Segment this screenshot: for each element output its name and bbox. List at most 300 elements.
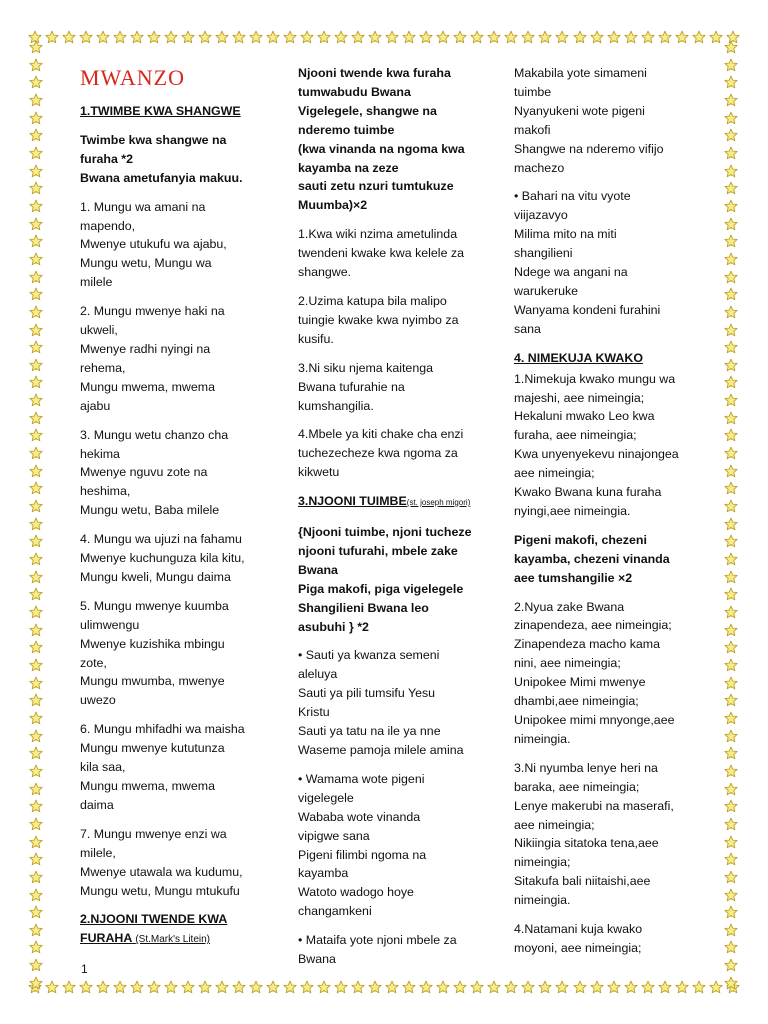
star-icon: [555, 980, 569, 994]
star-icon: [29, 234, 43, 248]
star-icon: [317, 980, 331, 994]
star-icon: [29, 217, 43, 231]
lyric-line: viijazavyo: [514, 208, 568, 223]
star-icon: [29, 835, 43, 849]
star-icon: [29, 287, 43, 301]
star-icon: [724, 128, 738, 142]
star-icon: [724, 905, 738, 919]
star-icon: [724, 499, 738, 513]
star-icon: [29, 534, 43, 548]
star-icon: [724, 40, 738, 54]
lyric-line: Piga makofi, piga vigelegele: [298, 581, 464, 596]
lyric-line: mapendo,: [80, 218, 136, 233]
star-icon: [724, 287, 738, 301]
star-icon: [29, 799, 43, 813]
star-icon: [521, 30, 535, 44]
star-icon: [29, 764, 43, 778]
lyric-line: hekima: [80, 446, 120, 461]
lyric-line: Sauti ya tatu na ile ya nne: [298, 724, 441, 739]
lyric-line: asubuhi } *2: [298, 619, 369, 634]
song-4-verse-1: [514, 370, 704, 521]
verse: [298, 770, 488, 921]
lyric-line: milele,: [80, 845, 116, 860]
star-icon: [724, 870, 738, 884]
lyric-line: dhambi,aee nimeingia;: [514, 694, 639, 709]
lyric-line: Pigeni filimbi ngoma na: [298, 847, 427, 862]
star-icon: [402, 30, 416, 44]
star-icon: [29, 870, 43, 884]
lyric-line: Pigeni makofi, chezeni: [514, 532, 647, 547]
star-icon: [436, 30, 450, 44]
lyric-line: machezo: [514, 160, 565, 175]
lyric-line: Nikiingia sitatoka tena,aee: [514, 836, 659, 851]
star-icon: [724, 464, 738, 478]
lyric-line: daima: [80, 797, 114, 812]
lyric-line: baraka, aee nimeingia;: [514, 779, 640, 794]
star-icon: [724, 75, 738, 89]
lyric-line: 6. Mungu mhifadhi wa maisha: [80, 722, 245, 737]
star-icon: [29, 782, 43, 796]
star-icon: [113, 30, 127, 44]
star-icon: [29, 181, 43, 195]
lyric-line: Wanyama kondeni furahini: [514, 302, 661, 317]
star-icon: [607, 30, 621, 44]
star-icon: [555, 30, 569, 44]
star-icon: [538, 30, 552, 44]
star-icon: [181, 980, 195, 994]
verse: [80, 825, 270, 901]
lyric-line: 3.Ni nyumba lenye heri na: [514, 760, 658, 775]
lyric-line: {Njooni tuimbe, njoni tucheze: [298, 525, 472, 540]
star-icon: [266, 30, 280, 44]
lyric-line: kusifu.: [298, 331, 334, 346]
star-icon: [709, 980, 723, 994]
star-icon: [724, 764, 738, 778]
lyric-line: • Bahari na vitu vyote: [514, 189, 631, 204]
lyric-line: 4.Natamani kuja kwako: [514, 922, 643, 937]
song-4-verses: [514, 598, 704, 958]
song-2-heading: [80, 910, 270, 950]
lyric-line: tuingie kwake kwa nyimbo za: [298, 312, 459, 327]
star-icon: [724, 623, 738, 637]
star-icon: [29, 323, 43, 337]
verse: [80, 720, 270, 815]
lyric-line: Unipokee Mimi mwenye: [514, 675, 646, 690]
lyric-line: rehema,: [80, 360, 126, 375]
lyric-line: • Sauti ya kwanza semeni: [298, 648, 440, 663]
star-icon: [724, 605, 738, 619]
star-icon: [29, 729, 43, 743]
star-icon: [675, 30, 689, 44]
star-icon: [317, 30, 331, 44]
star-icon: [692, 30, 706, 44]
lyric-line: Njooni twende kwa furaha: [298, 66, 451, 80]
star-icon: [724, 817, 738, 831]
star-icon: [147, 980, 161, 994]
lyric-line: Mungu mwema, mwema: [80, 779, 215, 793]
star-icon: [692, 980, 706, 994]
star-icon: [96, 980, 110, 994]
star-icon: [62, 30, 76, 44]
lyric-line: kumshangilia.: [298, 398, 374, 413]
star-icon: [573, 980, 587, 994]
star-icon: [724, 234, 738, 248]
lyric-line: 1. Mungu wa amani na: [80, 199, 206, 214]
lyric-line: tuimbe: [514, 84, 552, 99]
lyric-line: 3.Ni siku njema kaitenga: [298, 360, 433, 375]
star-icon: [29, 888, 43, 902]
verse: [514, 920, 704, 958]
verse: [298, 225, 488, 282]
star-icon: [724, 340, 738, 354]
song-3-heading-text: 3.NJOONI TUIMBE: [298, 494, 407, 509]
star-icon: [724, 940, 738, 954]
star-icon: [300, 980, 314, 994]
verse: [80, 426, 270, 521]
star-icon: [724, 164, 738, 178]
star-icon: [29, 58, 43, 72]
lyric-line: moyoni, aee nimeingia;: [514, 940, 642, 955]
star-icon: [181, 30, 195, 44]
lyric-line: Twimbe kwa shangwe na: [80, 132, 227, 147]
lyric-line: 1.Kwa wiki nzima ametulinda: [298, 227, 458, 242]
star-icon: [29, 40, 43, 54]
star-icon: [368, 30, 382, 44]
lyric-line: 2.Nyua zake Bwana: [514, 599, 625, 614]
star-icon: [29, 305, 43, 319]
lyric-line: aee nimeingia;: [514, 817, 595, 832]
star-icon: [724, 252, 738, 266]
lyric-line: tuchezecheze kwa ngoma za: [298, 446, 458, 461]
lyric-line: Mwenye utukufu wa ajabu,: [80, 237, 227, 252]
star-icon: [724, 640, 738, 654]
lyric-line: Lenye makerubi na maserafi,: [514, 798, 674, 813]
song-1-chorus: [80, 131, 270, 188]
lyric-line: nimeingia.: [514, 893, 571, 908]
lyric-line: njooni tufurahi, mbele zake: [298, 543, 458, 558]
lyric-line: ukweli,: [80, 323, 118, 338]
verse: [298, 359, 488, 416]
lyric-line: Mungu wetu, Baba milele: [80, 503, 220, 518]
lyric-line: 3. Mungu wetu chanzo cha: [80, 427, 229, 442]
lyric-line: warukeruke: [514, 283, 579, 298]
star-icon: [658, 30, 672, 44]
star-icon: [724, 711, 738, 725]
verse: [298, 292, 488, 349]
star-icon: [724, 693, 738, 707]
star-icon: [29, 517, 43, 531]
star-icon: [45, 980, 59, 994]
star-icon: [724, 835, 738, 849]
lyric-line: aleluya: [298, 667, 338, 682]
verse: [298, 646, 488, 759]
star-border-top: [28, 26, 740, 48]
song-2-heading-line-2: FURAHA: [80, 931, 132, 946]
star-icon: [724, 976, 738, 990]
star-icon: [590, 30, 604, 44]
star-icon: [724, 217, 738, 231]
lyric-line: shangwe.: [298, 265, 352, 280]
lyric-line: sauti zetu nzuri tumtukuze: [298, 179, 454, 194]
lyric-line: nimeingia.: [514, 731, 571, 746]
star-border-left: [27, 40, 45, 990]
star-icon: [504, 980, 518, 994]
star-icon: [29, 693, 43, 707]
song-2-verses: [298, 225, 488, 482]
star-icon: [215, 980, 229, 994]
star-icon: [724, 323, 738, 337]
star-icon: [724, 729, 738, 743]
star-icon: [232, 980, 246, 994]
lyric-line: Kwako Bwana kuna furaha: [514, 485, 662, 500]
star-icon: [334, 30, 348, 44]
lyric-line: Kwa unyenyekevu ninajongea: [514, 447, 679, 462]
lyric-line: kayamba na zeze: [298, 160, 399, 175]
verse: [80, 302, 270, 415]
star-icon: [198, 30, 212, 44]
lyric-line: Bwana ametufanyia makuu.: [80, 170, 243, 185]
lyric-line: vipigwe sana: [298, 828, 370, 843]
star-icon: [232, 30, 246, 44]
star-icon: [724, 958, 738, 972]
star-icon: [29, 817, 43, 831]
lyric-line: Ndege wa angani na: [514, 265, 628, 280]
lyric-line: uwezo: [80, 693, 116, 708]
lyric-line: Mungu wetu, Mungu wa: [80, 256, 212, 271]
star-icon: [130, 980, 144, 994]
lyric-line: zote,: [80, 655, 107, 670]
star-icon: [724, 676, 738, 690]
column-2: [298, 64, 488, 979]
lyric-line: nderemo tuimbe: [298, 122, 395, 137]
song-2-credit: (St.Mark's Litein): [135, 934, 211, 946]
star-icon: [724, 58, 738, 72]
lyric-line: tumwabudu Bwana: [298, 84, 411, 99]
song-3-verses-continued: [514, 64, 704, 339]
star-icon: [29, 252, 43, 266]
verse: [298, 425, 488, 482]
song-4-chorus: [514, 531, 704, 588]
star-icon: [624, 30, 638, 44]
star-icon: [724, 146, 738, 160]
lyric-line: vigelegele: [298, 790, 354, 805]
star-icon: [724, 428, 738, 442]
star-icon: [573, 30, 587, 44]
star-icon: [283, 980, 297, 994]
lyric-line: ulimwengu: [80, 617, 140, 632]
lyric-line: twendeni kwake kwa kelele za: [298, 246, 464, 261]
page-number: 1: [81, 962, 88, 976]
star-icon: [79, 980, 93, 994]
star-icon: [29, 393, 43, 407]
column-1: [80, 64, 270, 950]
song-3-credit: (st. joseph migori): [406, 498, 471, 508]
star-icon: [675, 980, 689, 994]
star-icon: [29, 464, 43, 478]
lyric-line: Milima mito na miti: [514, 227, 617, 242]
star-icon: [29, 375, 43, 389]
verse: [514, 64, 704, 177]
lyric-line: majeshi, aee nimeingia;: [514, 390, 645, 405]
lyric-line: Sitakufa bali niitaishi,aee: [514, 874, 651, 889]
star-icon: [724, 746, 738, 760]
lyric-line: Makabila yote simameni: [514, 66, 647, 80]
lyric-line: Zinapendeza macho kama: [514, 637, 661, 652]
star-icon: [419, 980, 433, 994]
star-icon: [29, 358, 43, 372]
star-icon: [724, 305, 738, 319]
star-border-bottom: [28, 976, 740, 998]
star-icon: [709, 30, 723, 44]
star-icon: [641, 30, 655, 44]
lyric-line: Mwenye kuchunguza kila kitu,: [80, 551, 245, 566]
star-icon: [521, 980, 535, 994]
lyric-line: 2.Uzima katupa bila malipo: [298, 293, 447, 308]
star-icon: [147, 30, 161, 44]
star-icon: [29, 676, 43, 690]
star-icon: [724, 375, 738, 389]
star-icon: [724, 181, 738, 195]
star-icon: [300, 30, 314, 44]
lyric-line: Mungu wetu, Mungu mtukufu: [80, 883, 240, 898]
star-icon: [29, 340, 43, 354]
star-icon: [724, 270, 738, 284]
verse: [80, 198, 270, 293]
star-icon: [113, 980, 127, 994]
lyric-line: ajabu: [80, 398, 111, 413]
star-icon: [368, 980, 382, 994]
star-icon: [724, 411, 738, 425]
star-icon: [29, 905, 43, 919]
star-icon: [724, 658, 738, 672]
star-icon: [334, 980, 348, 994]
lyric-line: nyingi,aee nimeingia.: [514, 503, 631, 518]
song-1-heading: 1.TWIMBE KWA SHANGWE: [80, 104, 241, 118]
lyric-line: 1.Nimekuja kwako mungu wa: [514, 371, 676, 386]
star-icon: [164, 980, 178, 994]
lyric-line: Mwenye utawala wa kudumu,: [80, 864, 243, 879]
star-icon: [29, 75, 43, 89]
star-border-right: [722, 40, 740, 990]
star-icon: [724, 446, 738, 460]
lyric-line: kayamba: [298, 866, 349, 881]
lyric-line: furaha, aee nimeingia;: [514, 428, 637, 443]
lyric-line: furaha *2: [80, 151, 134, 166]
star-icon: [436, 980, 450, 994]
star-icon: [29, 746, 43, 760]
lyric-line: Mungu kweli, Mungu daima: [80, 569, 231, 584]
lyric-line: aee tumshangilie ×2: [514, 570, 633, 585]
star-icon: [470, 30, 484, 44]
star-icon: [724, 199, 738, 213]
star-icon: [402, 980, 416, 994]
page-title: MWANZO: [80, 65, 185, 90]
star-icon: [96, 30, 110, 44]
star-icon: [724, 534, 738, 548]
star-icon: [624, 980, 638, 994]
lyric-line: 4.Mbele ya kiti chake cha enzi: [298, 427, 464, 442]
lyric-line: sana: [514, 321, 541, 336]
lyric-line: 5. Mungu mwenye kuumba: [80, 598, 229, 613]
lyric-line: Muumba)×2: [298, 198, 368, 213]
star-icon: [385, 30, 399, 44]
lyric-line: aee nimeingia;: [514, 466, 595, 481]
lyric-line: heshima,: [80, 484, 131, 499]
star-icon: [724, 552, 738, 566]
lyric-line: makofi: [514, 122, 551, 137]
lyric-line: • Wamama wote pigeni: [298, 771, 425, 786]
star-icon: [29, 270, 43, 284]
star-icon: [487, 980, 501, 994]
star-icon: [283, 30, 297, 44]
star-icon: [29, 411, 43, 425]
star-icon: [724, 852, 738, 866]
star-icon: [453, 30, 467, 44]
song-3-chorus: [298, 523, 488, 636]
star-icon: [590, 980, 604, 994]
lyric-line: Unipokee mimi mnyonge,aee: [514, 713, 675, 727]
verse: [514, 187, 704, 338]
star-icon: [29, 623, 43, 637]
star-icon: [724, 570, 738, 584]
lyric-line: kila saa,: [80, 760, 126, 775]
star-icon: [453, 980, 467, 994]
lyric-line: Shangilieni Bwana leo: [298, 600, 429, 615]
lyric-line: shangilieni: [514, 246, 573, 261]
lyric-line: Mungu mwenye kututunza: [80, 741, 225, 756]
star-icon: [538, 980, 552, 994]
star-icon: [504, 30, 518, 44]
song-1-verses: [80, 198, 270, 901]
lyric-line: Watoto wadogo hoye: [298, 885, 414, 900]
lyric-line: changamkeni: [298, 904, 372, 919]
star-icon: [29, 552, 43, 566]
lyric-line: Mwenye nguvu zote na: [80, 465, 208, 480]
star-icon: [658, 980, 672, 994]
star-icon: [724, 517, 738, 531]
lyric-line: Wababa wote vinanda: [298, 809, 421, 824]
lyric-line: Hekaluni mwako Leo kwa: [514, 409, 655, 424]
lyric-line: Shangwe na nderemo vifijo: [514, 141, 664, 156]
star-icon: [198, 980, 212, 994]
star-icon: [487, 30, 501, 44]
star-icon: [29, 499, 43, 513]
star-icon: [724, 393, 738, 407]
star-icon: [724, 111, 738, 125]
lyric-line: kikwetu: [298, 465, 340, 480]
verse: [80, 597, 270, 710]
lyric-line: zinapendeza, aee nimeingia;: [514, 618, 672, 633]
star-icon: [130, 30, 144, 44]
star-icon: [470, 980, 484, 994]
star-icon: [724, 888, 738, 902]
lyric-line: Mwenye kuzishika mbingu: [80, 636, 225, 651]
star-icon: [29, 923, 43, 937]
star-icon: [607, 980, 621, 994]
verse: [80, 530, 270, 587]
star-icon: [29, 146, 43, 160]
star-icon: [29, 93, 43, 107]
star-icon: [29, 605, 43, 619]
star-icon: [29, 940, 43, 954]
star-icon: [266, 980, 280, 994]
lyric-line: Waseme pamoja milele amina: [298, 743, 464, 757]
song-3-verses: [298, 646, 488, 969]
lyric-line: 2. Mungu mwenye haki na: [80, 304, 225, 319]
star-icon: [641, 980, 655, 994]
lyric-line: Kristu: [298, 705, 330, 720]
star-icon: [29, 852, 43, 866]
